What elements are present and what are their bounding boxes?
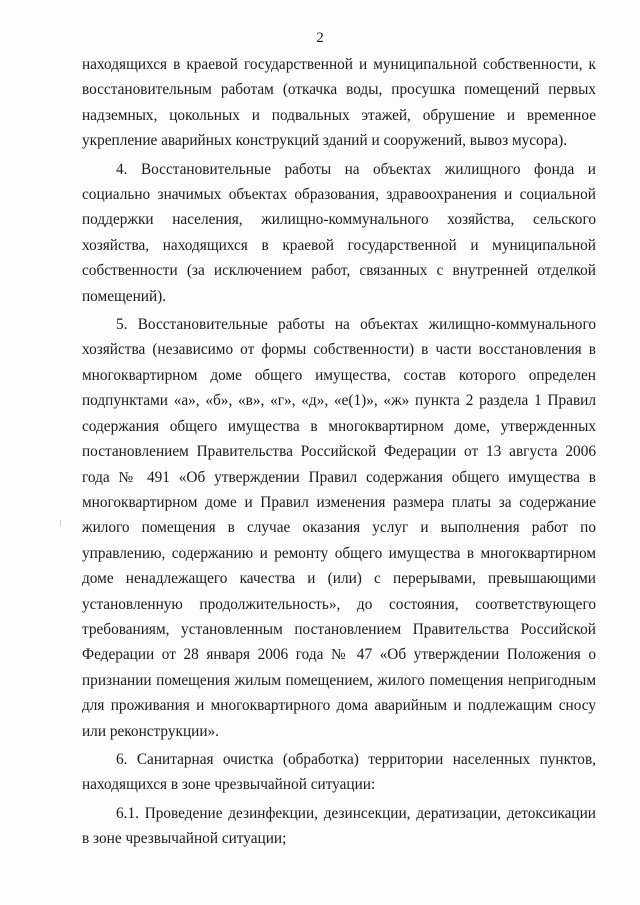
paragraph-item-6: 6. Санитарная очистка (обработка) территории населенных пунктов, находящихся в зоне чрезвычайной ситуации: — [82, 750, 596, 794]
paragraph-continuation: находящихся в краевой государственной и муниципальной собственности, к восстановительным работам (откачка воды, просушка помещений первых надземных, цокольных и подвальных этажей, обрушение и временное укрепление аварийных конструкций зданий и сооружений, вывоз мусора). — [82, 56, 596, 150]
margin-mark — [60, 520, 61, 526]
paragraph-item-4: 4. Восстановительные работы на объектах жилищного фонда и социально значимых объектах образования, здравоохранения и социальной поддержки населения, жилищно-коммунального хозяйства, сельского хозяйства, находящихся в краевой государственной и муниципальной собственности (за исключением работ, связанных с внутренней отделкой помещений). — [82, 160, 596, 305]
document-body — [82, 52, 596, 855]
paragraph-item-5: 5. Восстановительные работы на объектах жилищно-коммунального хозяйства (независимо от формы собственности) в части восстановления в многоквартирном доме общего имущества, состав которого определен подпунктами «а», «б», «в», «г», «д», «е(1)», «ж» пункта 2 раздела 1 Правил содержания общего имущества в многоквартирном доме, утвержденных постановлением Правительства Российской Федерации от 13 августа 2006 года № 491 «Об утверждении Правил содержания общего имущества в многоквартирном доме и Правил изменения размера платы за содержание жилого помещения в случае оказания услуг и выполнения работ по управлению, содержанию и ремонту общего имущества в многоквартирном доме ненадлежащего качества и (или) с перерывами, превышающими установленную продолжительность», до состояния, соответствующего требованиям, установленным постановлением Правительства Российской Федерации от 28 января 2006 года № 47 «Об утверждении Положения о признании помещения жилым помещением, жилого помещения непригодным для проживания и многоквартирного дома аварийным и подлежащим сносу или реконструкции». — [82, 316, 596, 740]
paragraph-item-6-1: 6.1. Проведение дезинфекции, дезинсекции, дератизации, детоксикации в зоне чрезвычайной ситуации; — [82, 804, 596, 848]
page-number: 2 — [316, 30, 324, 46]
